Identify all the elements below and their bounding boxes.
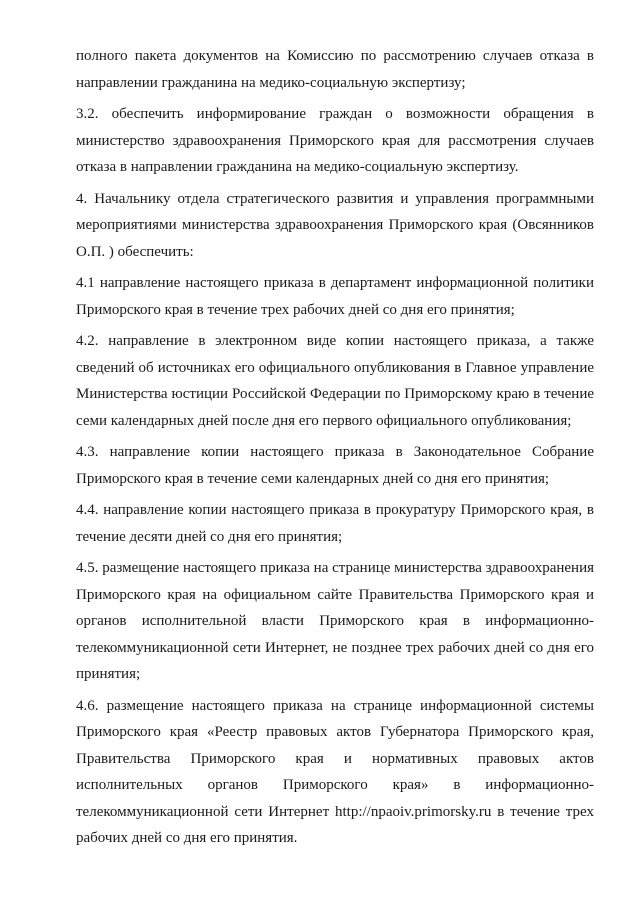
paragraph-4-5: 4.5. размещение настоящего приказа на странице министерства здравоохранения Приморского края на официальном сайте Правительства Приморского края и органов исполнительной власти Приморского края в информационно-телекоммуникационной сети Интернет, не позднее трех рабочих дней со дня его принятия; bbox=[76, 560, 594, 682]
paragraph-4-6: 4.6. размещение настоящего приказа на странице информационной системы Приморского края «Реестр правовых актов Губернатора Приморского края, Правительства Приморского края и нормативных правовых актов исполнительных органов Приморского края» в информационно-телекоммуникационной сети Интернет http://npaoiv.primorsky.ru в течение трех рабочих дней со дня его принятия. bbox=[76, 697, 594, 846]
paragraph-continuation: полного пакета документов на Комиссию по рассмотрению случаев отказа в направлении гражданина на медико-социальную экспертизу; bbox=[76, 48, 594, 91]
paragraph-4-1: 4.1 направление настоящего приказа в департамент информационной политики Приморского края в течение трех рабочих дней со дня его принятия; bbox=[76, 275, 594, 318]
paragraph-4: 4. Начальнику отдела стратегического развития и управления программными мероприятиями министерства здравоохранения Приморского края (Овсянников О.П. ) обеспечить: bbox=[76, 190, 594, 260]
paragraph-4-2: 4.2. направление в электронном виде копии настоящего приказа, а также сведений об источниках его официального опубликования в Главное управление Министерства юстиции Российской Федерации по Приморскому краю в течение семи календарных дней после дня его первого официального опубликования; bbox=[76, 333, 594, 429]
paragraph-4-3: 4.3. направление копии настоящего приказа в Законодательное Собрание Приморского края в течение семи календарных дней со дня его принятия; bbox=[76, 444, 594, 487]
paragraph-4-4: 4.4. направление копии настоящего приказа в прокуратуру Приморского края, в течение десяти дней со дня его принятия; bbox=[76, 502, 594, 545]
paragraph-3-2: 3.2. обеспечить информирование граждан о возможности обращения в министерство здравоохранения Приморского края для рассмотрения случаев отказа в направлении гражданина на медико-социальную экспертизу. bbox=[76, 106, 594, 175]
document-page bbox=[76, 43, 594, 857]
